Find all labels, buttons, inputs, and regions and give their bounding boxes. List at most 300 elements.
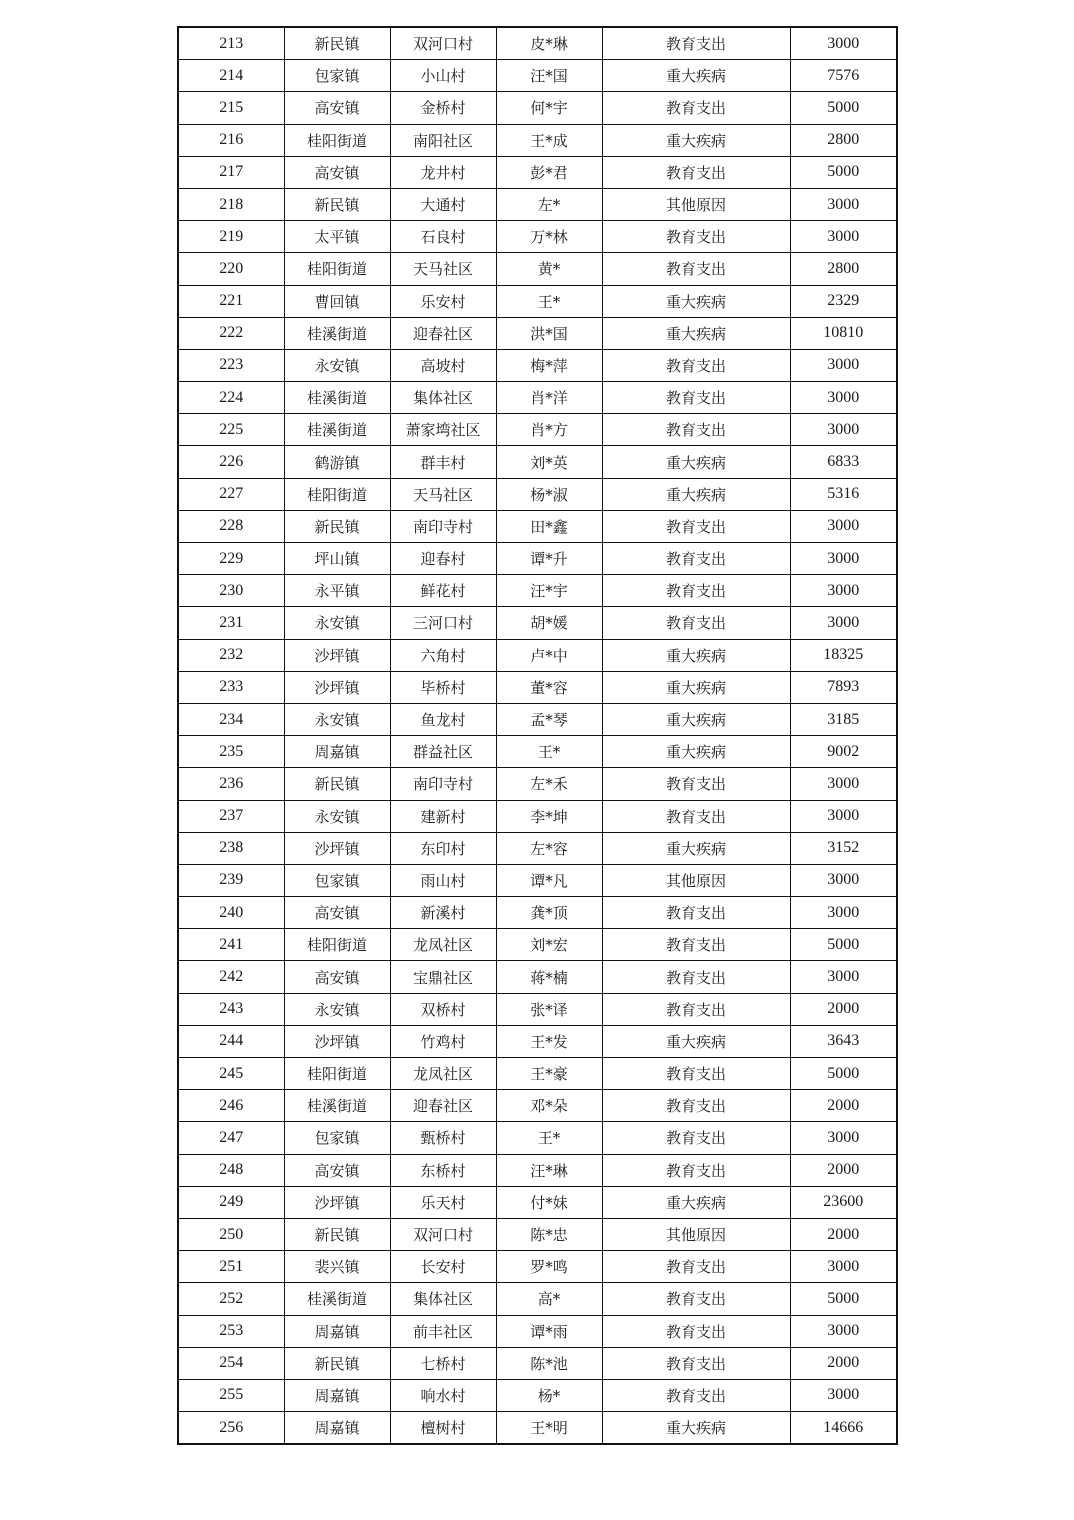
town-cell: 周嘉镇 bbox=[284, 736, 390, 768]
amount-cell: 23600 bbox=[790, 1186, 897, 1218]
town-cell: 周嘉镇 bbox=[284, 1412, 390, 1445]
table-row bbox=[178, 736, 897, 768]
village-cell: 小山村 bbox=[390, 60, 496, 92]
person-name-cell: 陈*忠 bbox=[496, 1218, 602, 1250]
town-cell: 太平镇 bbox=[284, 221, 390, 253]
town-cell: 高安镇 bbox=[284, 961, 390, 993]
town-cell: 永安镇 bbox=[284, 993, 390, 1025]
row-number-cell: 213 bbox=[178, 27, 284, 60]
town-cell: 周嘉镇 bbox=[284, 1315, 390, 1347]
table-row bbox=[178, 832, 897, 864]
row-number-cell: 237 bbox=[178, 800, 284, 832]
amount-cell: 7576 bbox=[790, 60, 897, 92]
person-name-cell: 王*成 bbox=[496, 124, 602, 156]
town-cell: 桂阳街道 bbox=[284, 478, 390, 510]
table-row bbox=[178, 1283, 897, 1315]
table-row bbox=[178, 510, 897, 542]
reason-cell: 教育支出 bbox=[602, 221, 790, 253]
reason-cell: 教育支出 bbox=[602, 349, 790, 381]
village-cell: 龙井村 bbox=[390, 156, 496, 188]
village-cell: 乐天村 bbox=[390, 1186, 496, 1218]
row-number-cell: 227 bbox=[178, 478, 284, 510]
village-cell: 鲜花村 bbox=[390, 575, 496, 607]
amount-cell: 3000 bbox=[790, 1251, 897, 1283]
person-name-cell: 皮*琳 bbox=[496, 27, 602, 60]
amount-cell: 3000 bbox=[790, 510, 897, 542]
amount-cell: 3000 bbox=[790, 349, 897, 381]
person-name-cell: 高* bbox=[496, 1283, 602, 1315]
village-cell: 石良村 bbox=[390, 221, 496, 253]
table-row bbox=[178, 414, 897, 446]
village-cell: 六角村 bbox=[390, 639, 496, 671]
person-name-cell: 左*禾 bbox=[496, 768, 602, 800]
reason-cell: 重大疾病 bbox=[602, 639, 790, 671]
table-row bbox=[178, 800, 897, 832]
table-row bbox=[178, 768, 897, 800]
reason-cell: 重大疾病 bbox=[602, 736, 790, 768]
row-number-cell: 254 bbox=[178, 1347, 284, 1379]
row-number-cell: 240 bbox=[178, 897, 284, 929]
table-row bbox=[178, 671, 897, 703]
town-cell: 桂溪街道 bbox=[284, 1283, 390, 1315]
village-cell: 新溪村 bbox=[390, 897, 496, 929]
table-row bbox=[178, 317, 897, 349]
reason-cell: 重大疾病 bbox=[602, 671, 790, 703]
person-name-cell: 王*发 bbox=[496, 1025, 602, 1057]
table-row bbox=[178, 864, 897, 896]
village-cell: 迎春村 bbox=[390, 543, 496, 575]
village-cell: 双河口村 bbox=[390, 1218, 496, 1250]
person-name-cell: 谭*凡 bbox=[496, 864, 602, 896]
reason-cell: 教育支出 bbox=[602, 1154, 790, 1186]
amount-cell: 3000 bbox=[790, 768, 897, 800]
table-row bbox=[178, 1347, 897, 1379]
row-number-cell: 253 bbox=[178, 1315, 284, 1347]
reason-cell: 教育支出 bbox=[602, 1283, 790, 1315]
table-row bbox=[178, 285, 897, 317]
reason-cell: 教育支出 bbox=[602, 1379, 790, 1411]
row-number-cell: 248 bbox=[178, 1154, 284, 1186]
row-number-cell: 251 bbox=[178, 1251, 284, 1283]
amount-cell: 3000 bbox=[790, 864, 897, 896]
table-row bbox=[178, 993, 897, 1025]
town-cell: 沙坪镇 bbox=[284, 1025, 390, 1057]
person-name-cell: 左*容 bbox=[496, 832, 602, 864]
town-cell: 桂阳街道 bbox=[284, 253, 390, 285]
table-row bbox=[178, 382, 897, 414]
row-number-cell: 234 bbox=[178, 703, 284, 735]
amount-cell: 2000 bbox=[790, 1218, 897, 1250]
person-name-cell: 刘*英 bbox=[496, 446, 602, 478]
amount-cell: 3000 bbox=[790, 1315, 897, 1347]
amount-cell: 7893 bbox=[790, 671, 897, 703]
table-row bbox=[178, 156, 897, 188]
amount-cell: 3000 bbox=[790, 188, 897, 220]
table-row bbox=[178, 607, 897, 639]
table-row bbox=[178, 639, 897, 671]
reason-cell: 重大疾病 bbox=[602, 1025, 790, 1057]
town-cell: 桂阳街道 bbox=[284, 1058, 390, 1090]
row-number-cell: 245 bbox=[178, 1058, 284, 1090]
town-cell: 新民镇 bbox=[284, 768, 390, 800]
row-number-cell: 230 bbox=[178, 575, 284, 607]
town-cell: 坪山镇 bbox=[284, 543, 390, 575]
person-name-cell: 蒋*楠 bbox=[496, 961, 602, 993]
table-row bbox=[178, 1058, 897, 1090]
amount-cell: 6833 bbox=[790, 446, 897, 478]
reason-cell: 重大疾病 bbox=[602, 1186, 790, 1218]
row-number-cell: 241 bbox=[178, 929, 284, 961]
table-row bbox=[178, 543, 897, 575]
person-name-cell: 罗*鸣 bbox=[496, 1251, 602, 1283]
amount-cell: 3000 bbox=[790, 575, 897, 607]
table-row bbox=[178, 1315, 897, 1347]
table-row bbox=[178, 446, 897, 478]
village-cell: 毕桥村 bbox=[390, 671, 496, 703]
village-cell: 乐安村 bbox=[390, 285, 496, 317]
amount-cell: 5000 bbox=[790, 929, 897, 961]
village-cell: 群益社区 bbox=[390, 736, 496, 768]
table-row bbox=[178, 1186, 897, 1218]
village-cell: 前丰社区 bbox=[390, 1315, 496, 1347]
town-cell: 高安镇 bbox=[284, 156, 390, 188]
person-name-cell: 汪*琳 bbox=[496, 1154, 602, 1186]
town-cell: 包家镇 bbox=[284, 1122, 390, 1154]
reason-cell: 教育支出 bbox=[602, 414, 790, 446]
town-cell: 包家镇 bbox=[284, 60, 390, 92]
town-cell: 周嘉镇 bbox=[284, 1379, 390, 1411]
town-cell: 桂阳街道 bbox=[284, 929, 390, 961]
reason-cell: 重大疾病 bbox=[602, 124, 790, 156]
amount-cell: 3000 bbox=[790, 897, 897, 929]
village-cell: 竹鸡村 bbox=[390, 1025, 496, 1057]
amount-cell: 10810 bbox=[790, 317, 897, 349]
village-cell: 萧家塆社区 bbox=[390, 414, 496, 446]
table-row bbox=[178, 1379, 897, 1411]
amount-cell: 2000 bbox=[790, 1154, 897, 1186]
row-number-cell: 244 bbox=[178, 1025, 284, 1057]
amount-cell: 3000 bbox=[790, 543, 897, 575]
table-row bbox=[178, 1251, 897, 1283]
village-cell: 集体社区 bbox=[390, 382, 496, 414]
town-cell: 桂溪街道 bbox=[284, 382, 390, 414]
amount-cell: 5000 bbox=[790, 92, 897, 124]
amount-cell: 3000 bbox=[790, 1122, 897, 1154]
person-name-cell: 谭*升 bbox=[496, 543, 602, 575]
table-row bbox=[178, 124, 897, 156]
row-number-cell: 243 bbox=[178, 993, 284, 1025]
table-row bbox=[178, 1122, 897, 1154]
reason-cell: 重大疾病 bbox=[602, 285, 790, 317]
table-row bbox=[178, 1412, 897, 1445]
row-number-cell: 233 bbox=[178, 671, 284, 703]
person-name-cell: 卢*中 bbox=[496, 639, 602, 671]
village-cell: 南印寺村 bbox=[390, 510, 496, 542]
reason-cell: 教育支出 bbox=[602, 543, 790, 575]
village-cell: 建新村 bbox=[390, 800, 496, 832]
person-name-cell: 王*明 bbox=[496, 1412, 602, 1445]
amount-cell: 5000 bbox=[790, 156, 897, 188]
person-name-cell: 杨*淑 bbox=[496, 478, 602, 510]
row-number-cell: 235 bbox=[178, 736, 284, 768]
town-cell: 新民镇 bbox=[284, 1347, 390, 1379]
row-number-cell: 250 bbox=[178, 1218, 284, 1250]
amount-cell: 5316 bbox=[790, 478, 897, 510]
table-row bbox=[178, 27, 897, 60]
town-cell: 永安镇 bbox=[284, 607, 390, 639]
person-name-cell: 邓*朵 bbox=[496, 1090, 602, 1122]
row-number-cell: 239 bbox=[178, 864, 284, 896]
row-number-cell: 215 bbox=[178, 92, 284, 124]
village-cell: 南阳社区 bbox=[390, 124, 496, 156]
table-row bbox=[178, 961, 897, 993]
table-row bbox=[178, 929, 897, 961]
person-name-cell: 梅*萍 bbox=[496, 349, 602, 381]
row-number-cell: 222 bbox=[178, 317, 284, 349]
village-cell: 高坡村 bbox=[390, 349, 496, 381]
amount-cell: 3000 bbox=[790, 800, 897, 832]
village-cell: 双河口村 bbox=[390, 27, 496, 60]
table-row bbox=[178, 1090, 897, 1122]
village-cell: 鱼龙村 bbox=[390, 703, 496, 735]
row-number-cell: 236 bbox=[178, 768, 284, 800]
village-cell: 大通村 bbox=[390, 188, 496, 220]
table-row bbox=[178, 253, 897, 285]
town-cell: 沙坪镇 bbox=[284, 671, 390, 703]
person-name-cell: 陈*池 bbox=[496, 1347, 602, 1379]
town-cell: 裴兴镇 bbox=[284, 1251, 390, 1283]
amount-cell: 3000 bbox=[790, 1379, 897, 1411]
row-number-cell: 246 bbox=[178, 1090, 284, 1122]
person-name-cell: 胡*媛 bbox=[496, 607, 602, 639]
village-cell: 迎春社区 bbox=[390, 1090, 496, 1122]
table-row bbox=[178, 478, 897, 510]
reason-cell: 教育支出 bbox=[602, 156, 790, 188]
amount-cell: 3000 bbox=[790, 414, 897, 446]
person-name-cell: 王*豪 bbox=[496, 1058, 602, 1090]
amount-cell: 3000 bbox=[790, 221, 897, 253]
amount-cell: 2000 bbox=[790, 1090, 897, 1122]
reason-cell: 教育支出 bbox=[602, 92, 790, 124]
person-name-cell: 万*林 bbox=[496, 221, 602, 253]
town-cell: 永安镇 bbox=[284, 800, 390, 832]
reason-cell: 重大疾病 bbox=[602, 1412, 790, 1445]
town-cell: 新民镇 bbox=[284, 1218, 390, 1250]
table-row bbox=[178, 349, 897, 381]
person-name-cell: 左* bbox=[496, 188, 602, 220]
village-cell: 金桥村 bbox=[390, 92, 496, 124]
amount-cell: 3152 bbox=[790, 832, 897, 864]
amount-cell: 5000 bbox=[790, 1283, 897, 1315]
table-row bbox=[178, 1154, 897, 1186]
reason-cell: 教育支出 bbox=[602, 575, 790, 607]
reason-cell: 重大疾病 bbox=[602, 703, 790, 735]
amount-cell: 3000 bbox=[790, 607, 897, 639]
village-cell: 龙凤社区 bbox=[390, 929, 496, 961]
person-name-cell: 付*妹 bbox=[496, 1186, 602, 1218]
reason-cell: 教育支出 bbox=[602, 897, 790, 929]
village-cell: 檀树村 bbox=[390, 1412, 496, 1445]
reason-cell: 其他原因 bbox=[602, 1218, 790, 1250]
amount-cell: 2329 bbox=[790, 285, 897, 317]
town-cell: 桂阳街道 bbox=[284, 124, 390, 156]
village-cell: 甄桥村 bbox=[390, 1122, 496, 1154]
reason-cell: 教育支出 bbox=[602, 1058, 790, 1090]
row-number-cell: 216 bbox=[178, 124, 284, 156]
reason-cell: 重大疾病 bbox=[602, 832, 790, 864]
reason-cell: 教育支出 bbox=[602, 27, 790, 60]
town-cell: 新民镇 bbox=[284, 510, 390, 542]
village-cell: 东桥村 bbox=[390, 1154, 496, 1186]
row-number-cell: 218 bbox=[178, 188, 284, 220]
town-cell: 高安镇 bbox=[284, 1154, 390, 1186]
table-row bbox=[178, 1025, 897, 1057]
person-name-cell: 何*宇 bbox=[496, 92, 602, 124]
row-number-cell: 255 bbox=[178, 1379, 284, 1411]
row-number-cell: 225 bbox=[178, 414, 284, 446]
row-number-cell: 232 bbox=[178, 639, 284, 671]
amount-cell: 5000 bbox=[790, 1058, 897, 1090]
village-cell: 龙凤社区 bbox=[390, 1058, 496, 1090]
town-cell: 鹤游镇 bbox=[284, 446, 390, 478]
row-number-cell: 249 bbox=[178, 1186, 284, 1218]
row-number-cell: 223 bbox=[178, 349, 284, 381]
person-name-cell: 王* bbox=[496, 285, 602, 317]
amount-cell: 3643 bbox=[790, 1025, 897, 1057]
person-name-cell: 刘*宏 bbox=[496, 929, 602, 961]
town-cell: 永安镇 bbox=[284, 349, 390, 381]
row-number-cell: 214 bbox=[178, 60, 284, 92]
reason-cell: 教育支出 bbox=[602, 607, 790, 639]
table-row bbox=[178, 897, 897, 929]
row-number-cell: 256 bbox=[178, 1412, 284, 1445]
reason-cell: 教育支出 bbox=[602, 993, 790, 1025]
table-row bbox=[178, 703, 897, 735]
town-cell: 桂溪街道 bbox=[284, 317, 390, 349]
amount-cell: 3000 bbox=[790, 382, 897, 414]
reason-cell: 其他原因 bbox=[602, 864, 790, 896]
person-name-cell: 王* bbox=[496, 736, 602, 768]
row-number-cell: 217 bbox=[178, 156, 284, 188]
reason-cell: 教育支出 bbox=[602, 768, 790, 800]
person-name-cell: 汪*宇 bbox=[496, 575, 602, 607]
person-name-cell: 肖*方 bbox=[496, 414, 602, 446]
amount-cell: 3000 bbox=[790, 27, 897, 60]
amount-cell: 2000 bbox=[790, 993, 897, 1025]
row-number-cell: 247 bbox=[178, 1122, 284, 1154]
village-cell: 集体社区 bbox=[390, 1283, 496, 1315]
amount-cell: 9002 bbox=[790, 736, 897, 768]
village-cell: 天马社区 bbox=[390, 253, 496, 285]
table-body bbox=[178, 27, 897, 1444]
row-number-cell: 252 bbox=[178, 1283, 284, 1315]
reason-cell: 教育支出 bbox=[602, 1122, 790, 1154]
town-cell: 桂溪街道 bbox=[284, 414, 390, 446]
reason-cell: 重大疾病 bbox=[602, 446, 790, 478]
town-cell: 桂溪街道 bbox=[284, 1090, 390, 1122]
amount-cell: 14666 bbox=[790, 1412, 897, 1445]
row-number-cell: 220 bbox=[178, 253, 284, 285]
reason-cell: 教育支出 bbox=[602, 1090, 790, 1122]
person-name-cell: 王* bbox=[496, 1122, 602, 1154]
village-cell: 南印寺村 bbox=[390, 768, 496, 800]
reason-cell: 教育支出 bbox=[602, 800, 790, 832]
village-cell: 群丰村 bbox=[390, 446, 496, 478]
person-name-cell: 谭*雨 bbox=[496, 1315, 602, 1347]
person-name-cell: 杨* bbox=[496, 1379, 602, 1411]
reason-cell: 教育支出 bbox=[602, 1347, 790, 1379]
reason-cell: 重大疾病 bbox=[602, 478, 790, 510]
person-name-cell: 田*鑫 bbox=[496, 510, 602, 542]
row-number-cell: 231 bbox=[178, 607, 284, 639]
town-cell: 沙坪镇 bbox=[284, 639, 390, 671]
amount-cell: 18325 bbox=[790, 639, 897, 671]
row-number-cell: 238 bbox=[178, 832, 284, 864]
row-number-cell: 242 bbox=[178, 961, 284, 993]
village-cell: 七桥村 bbox=[390, 1347, 496, 1379]
person-name-cell: 洪*国 bbox=[496, 317, 602, 349]
table-row bbox=[178, 60, 897, 92]
reason-cell: 教育支出 bbox=[602, 1251, 790, 1283]
amount-cell: 2800 bbox=[790, 124, 897, 156]
person-name-cell: 黄* bbox=[496, 253, 602, 285]
village-cell: 东印村 bbox=[390, 832, 496, 864]
town-cell: 高安镇 bbox=[284, 92, 390, 124]
person-name-cell: 彭*君 bbox=[496, 156, 602, 188]
row-number-cell: 224 bbox=[178, 382, 284, 414]
person-name-cell: 董*容 bbox=[496, 671, 602, 703]
reason-cell: 教育支出 bbox=[602, 961, 790, 993]
town-cell: 高安镇 bbox=[284, 897, 390, 929]
village-cell: 响水村 bbox=[390, 1379, 496, 1411]
village-cell: 迎春社区 bbox=[390, 317, 496, 349]
reason-cell: 教育支出 bbox=[602, 510, 790, 542]
amount-cell: 2000 bbox=[790, 1347, 897, 1379]
village-cell: 天马社区 bbox=[390, 478, 496, 510]
town-cell: 沙坪镇 bbox=[284, 832, 390, 864]
row-number-cell: 219 bbox=[178, 221, 284, 253]
village-cell: 宝鼎社区 bbox=[390, 961, 496, 993]
town-cell: 包家镇 bbox=[284, 864, 390, 896]
row-number-cell: 221 bbox=[178, 285, 284, 317]
village-cell: 三河口村 bbox=[390, 607, 496, 639]
town-cell: 新民镇 bbox=[284, 27, 390, 60]
amount-cell: 3000 bbox=[790, 961, 897, 993]
table-row bbox=[178, 1218, 897, 1250]
person-name-cell: 汪*国 bbox=[496, 60, 602, 92]
village-cell: 双桥村 bbox=[390, 993, 496, 1025]
table-row bbox=[178, 575, 897, 607]
reason-cell: 重大疾病 bbox=[602, 317, 790, 349]
row-number-cell: 226 bbox=[178, 446, 284, 478]
person-name-cell: 孟*琴 bbox=[496, 703, 602, 735]
amount-cell: 3185 bbox=[790, 703, 897, 735]
town-cell: 沙坪镇 bbox=[284, 1186, 390, 1218]
amount-cell: 2800 bbox=[790, 253, 897, 285]
village-cell: 长安村 bbox=[390, 1251, 496, 1283]
row-number-cell: 229 bbox=[178, 543, 284, 575]
reason-cell: 教育支出 bbox=[602, 1315, 790, 1347]
row-number-cell: 228 bbox=[178, 510, 284, 542]
table-row bbox=[178, 221, 897, 253]
reason-cell: 其他原因 bbox=[602, 188, 790, 220]
town-cell: 曹回镇 bbox=[284, 285, 390, 317]
reason-cell: 重大疾病 bbox=[602, 60, 790, 92]
village-cell: 雨山村 bbox=[390, 864, 496, 896]
table-row bbox=[178, 92, 897, 124]
person-name-cell: 李*坤 bbox=[496, 800, 602, 832]
person-name-cell: 张*译 bbox=[496, 993, 602, 1025]
